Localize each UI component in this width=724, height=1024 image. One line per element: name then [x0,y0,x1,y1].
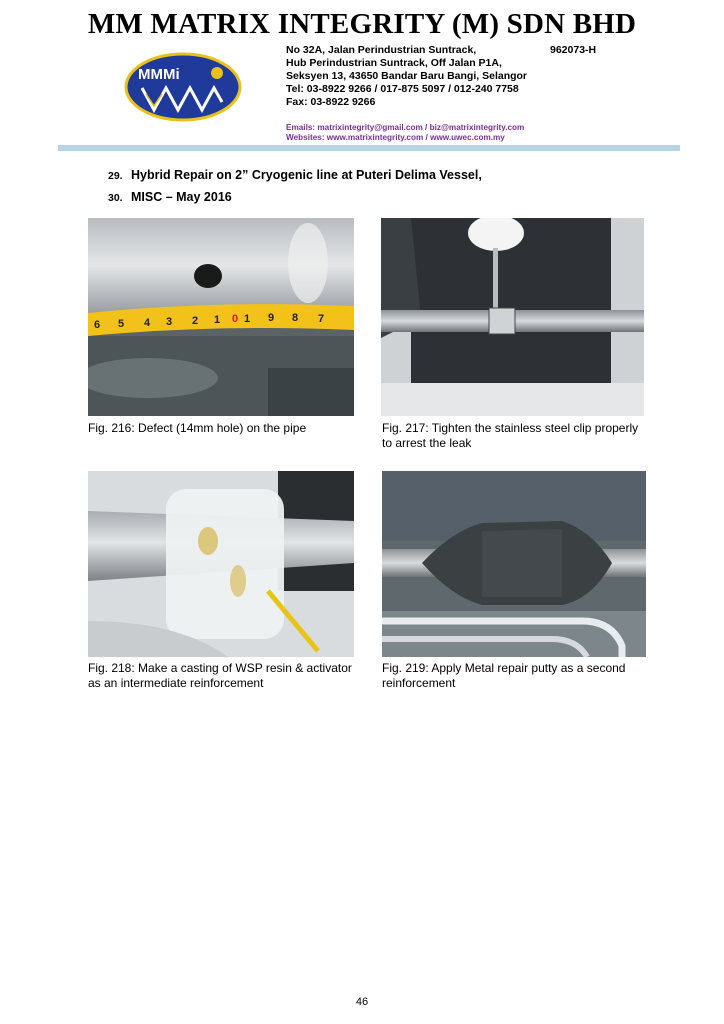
fax-line: Fax: 03-8922 9266 [286,96,376,108]
figure-caption: Fig. 219: Apply Metal repair putty as a second reinforcement [382,661,626,690]
tape-number: 1 [214,314,221,326]
registration-number: 962073-H [550,44,597,56]
photo-clip-tightening [381,218,644,416]
email-line: Emails: matrixintegrity@gmail.com / biz@matrixintegrity.com [286,123,525,132]
tape-number: 8 [292,312,299,324]
phone-line: Tel: 03-8922 9266 / 017-875 5097 / 012-240 7758 [286,83,519,95]
tape-number: 5 [118,318,125,330]
figure-caption: Fig. 217: Tighten the stainless steel clip properly to arrest the leak [382,421,639,450]
page-number: 46 [355,996,369,1008]
company-name: MM MATRIX INTEGRITY (M) SDN BHD [87,8,637,40]
logo-text: MMMi [138,66,180,83]
tape-number: 1 [244,313,251,325]
header-divider [58,145,680,151]
tape-number: 3 [166,316,173,328]
tape-number: 2 [192,315,199,327]
tape-number: 0 [232,313,239,325]
photo-resin-casting [88,471,354,657]
company-address [286,44,527,109]
address-line: Seksyen 13, 43650 Bandar Baru Bangi, Selangor [286,70,528,82]
address-line: No 32A, Jalan Perindustrian Suntrack, [286,44,477,56]
contact-info [286,123,524,143]
photo-defect-hole [88,218,354,416]
address-line: Hub Perindustrian Suntrack, Off Jalan P1A, [286,57,502,69]
photo-metal-putty [382,471,646,657]
figure-caption: Fig. 218: Make a casting of WSP resin & activator as an intermediate reinforcement [88,661,352,690]
tape-number: 6 [94,319,101,331]
company-logo [124,52,242,122]
item-text: Hybrid Repair on 2” Cryogenic line at Puteri Delima Vessel, [131,168,482,182]
list-item [108,168,482,190]
tape-number: 4 [144,317,151,329]
tape-number: 7 [318,313,325,325]
tape-number: 9 [268,312,275,324]
item-number: 30. [108,192,123,204]
item-number: 29. [108,170,123,182]
list-item [108,190,482,212]
item-list [108,168,482,212]
item-text: MISC – May 2016 [131,190,232,204]
website-line: Websites: www.matrixintegrity.com / www.uwec.com.my [286,133,505,142]
figure-caption: Fig. 216: Defect (14mm hole) on the pipe [88,421,307,435]
